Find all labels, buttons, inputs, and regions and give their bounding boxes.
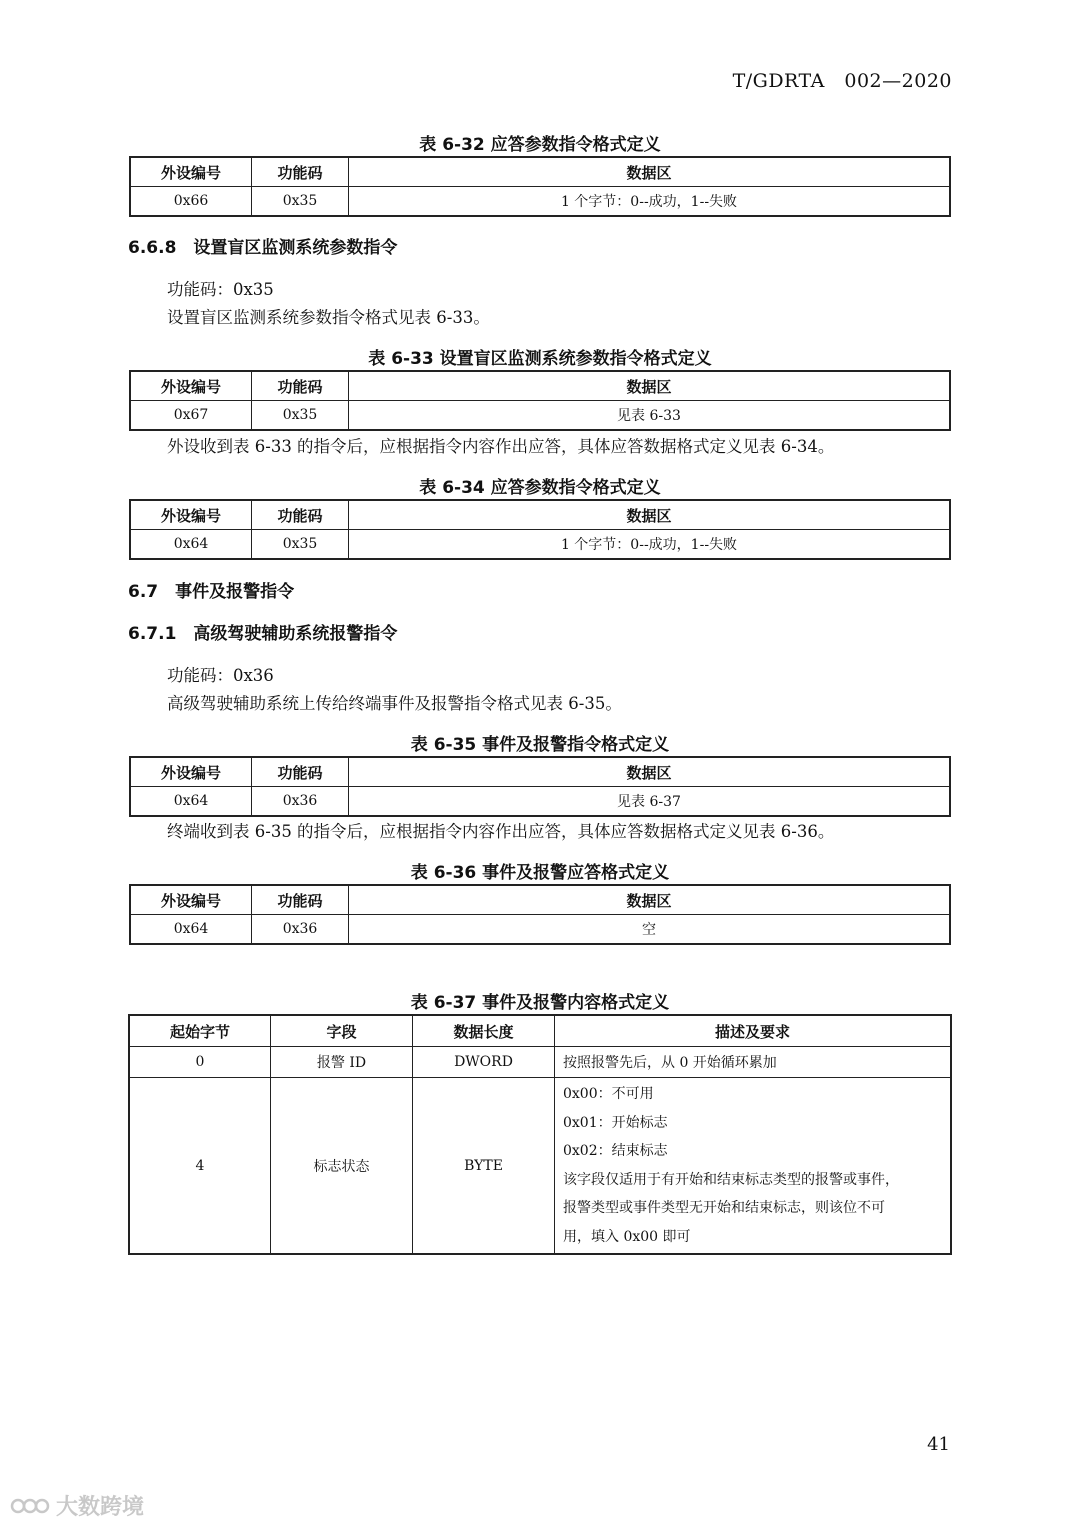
table-6-37 [128, 1014, 952, 1255]
section-6-6-8-function-code: 功能码：0x35 [167, 280, 274, 299]
header-data-area: 数据区 [349, 371, 951, 401]
table-6-35-caption: 表 6-35 事件及报警指令格式定义 [410, 735, 670, 755]
cell-data-area: 1 个字节：0--成功，1--失败 [349, 187, 951, 217]
header-start-byte: 起始字节 [129, 1015, 271, 1047]
cell-data-length: BYTE [413, 1078, 555, 1255]
watermark-logo-icon [10, 1494, 50, 1518]
table-6-33-caption: 表 6-33 设置盲区监测系统参数指令格式定义 [368, 349, 712, 369]
page-number: 41 [927, 1434, 950, 1455]
header-function-code: 功能码 [252, 500, 349, 530]
desc-line: 该字段仅适用于有开始和结束标志类型的报警或事件， [563, 1171, 899, 1188]
cell-field: 报警 ID [271, 1047, 413, 1078]
header-peripheral-id: 外设编号 [130, 757, 252, 787]
document-code: T/GDRTA 002—2020 [732, 70, 952, 92]
desc-line: 0x00：不可用 [563, 1086, 654, 1102]
table-6-35 [129, 756, 951, 817]
section-6-7-1-text: 高级驾驶辅助系统上传给终端事件及报警指令格式见表 6-35。 [167, 694, 622, 713]
table-6-37-caption: 表 6-37 事件及报警内容格式定义 [410, 993, 670, 1013]
table-6-36-caption: 表 6-36 事件及报警应答格式定义 [410, 863, 670, 883]
header-data-area: 数据区 [349, 500, 951, 530]
cell-peripheral-id: 0x64 [130, 915, 252, 945]
table-6-34-caption: 表 6-34 应答参数指令格式定义 [419, 478, 661, 498]
table-row [130, 530, 950, 560]
section-6-7-heading: 6.7 事件及报警指令 [128, 582, 295, 602]
desc-line: 0x01：开始标志 [563, 1114, 668, 1131]
table-6-32 [129, 156, 951, 217]
table-6-34 [129, 499, 951, 560]
cell-peripheral-id: 0x64 [130, 530, 252, 560]
cell-data-area: 见表 6-33 [349, 401, 951, 431]
table-row [130, 787, 950, 817]
cell-function-code: 0x36 [252, 915, 349, 945]
table-row [130, 187, 950, 217]
header-data-area: 数据区 [349, 157, 951, 187]
header-function-code: 功能码 [252, 757, 349, 787]
section-6-7-1-function-code: 功能码：0x36 [167, 666, 274, 685]
cell-description: 按照报警先后，从 0 开始循环累加 [555, 1047, 952, 1078]
cell-data-area: 见表 6-37 [349, 787, 951, 817]
header-function-code: 功能码 [252, 157, 349, 187]
cell-peripheral-id: 0x64 [130, 787, 252, 817]
table-row [129, 1078, 951, 1255]
table-6-33-note: 外设收到表 6-33 的指令后，应根据指令内容作出应答，具体应答数据格式定义见表 6-34。 [167, 437, 835, 456]
header-data-area: 数据区 [349, 757, 951, 787]
cell-description [555, 1078, 952, 1255]
cell-start-byte: 0 [129, 1047, 271, 1078]
cell-field: 标志状态 [271, 1078, 413, 1255]
header-data-area: 数据区 [349, 885, 951, 915]
header-data-length: 数据长度 [413, 1015, 555, 1047]
table-row [129, 1047, 951, 1078]
cell-function-code: 0x36 [252, 787, 349, 817]
header-function-code: 功能码 [252, 885, 349, 915]
watermark-text: 大数跨境 [56, 1495, 145, 1520]
desc-line: 0x02：结束标志 [563, 1143, 668, 1159]
header-peripheral-id: 外设编号 [130, 500, 252, 530]
desc-line: 用，填入 0x00 即可 [563, 1228, 691, 1245]
section-6-7-1-heading: 6.7.1 高级驾驶辅助系统报警指令 [128, 624, 398, 644]
cell-data-area: 空 [349, 915, 951, 945]
table-6-35-note: 终端收到表 6-35 的指令后，应根据指令内容作出应答，具体应答数据格式定义见表 6-36。 [167, 822, 835, 841]
header-field: 字段 [271, 1015, 413, 1047]
cell-data-area: 1 个字节：0--成功，1--失败 [349, 530, 951, 560]
cell-peripheral-id: 0x67 [130, 401, 252, 431]
cell-function-code: 0x35 [252, 187, 349, 217]
header-function-code: 功能码 [252, 371, 349, 401]
cell-peripheral-id: 0x66 [130, 187, 252, 217]
section-6-6-8-heading: 6.6.8 设置盲区监测系统参数指令 [128, 238, 398, 258]
cell-start-byte: 4 [129, 1078, 271, 1255]
header-peripheral-id: 外设编号 [130, 885, 252, 915]
watermark [10, 1490, 144, 1521]
table-row [130, 915, 950, 945]
table-6-36 [129, 884, 951, 945]
header-peripheral-id: 外设编号 [130, 371, 252, 401]
cell-data-length: DWORD [413, 1047, 555, 1078]
table-6-32-caption: 表 6-32 应答参数指令格式定义 [419, 135, 661, 155]
header-description: 描述及要求 [555, 1015, 952, 1047]
table-row [130, 401, 950, 431]
section-6-6-8-text: 设置盲区监测系统参数指令格式见表 6-33。 [167, 308, 490, 327]
desc-line: 报警类型或事件类型无开始和结束标志，则该位不可 [563, 1200, 885, 1216]
cell-function-code: 0x35 [252, 530, 349, 560]
table-6-33 [129, 370, 951, 431]
header-peripheral-id: 外设编号 [130, 157, 252, 187]
cell-function-code: 0x35 [252, 401, 349, 431]
